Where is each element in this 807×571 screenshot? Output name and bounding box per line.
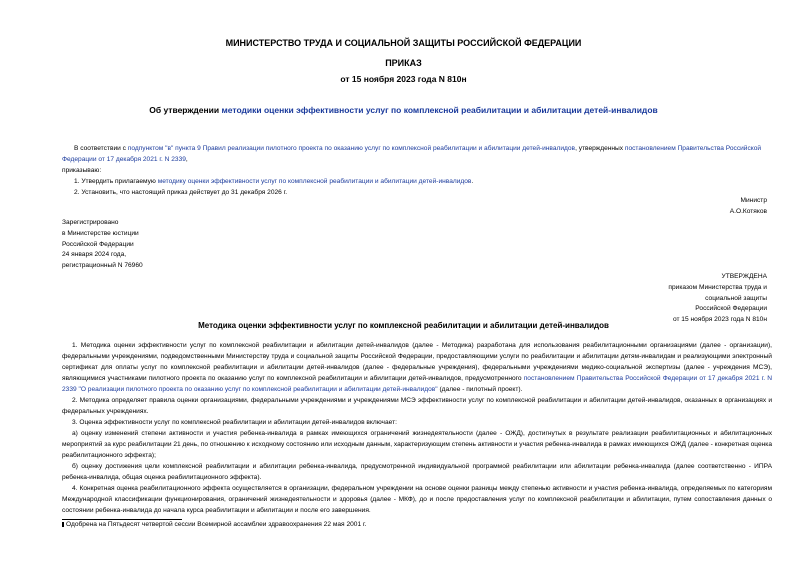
registration-line-4: 24 января 2024 года, xyxy=(62,251,127,259)
registration-line-5: регистрационный N 76960 xyxy=(62,262,143,270)
government-decree-link[interactable]: постановлением Правительства Российской Федерации от 17 декабря 2021 г. N 2339 xyxy=(62,145,762,163)
preamble-text-1: В соответствии с xyxy=(74,145,128,152)
item1-end: . xyxy=(471,178,474,185)
approval-line-1: УТВЕРЖДЕНА xyxy=(721,273,767,280)
footnote xyxy=(62,521,366,528)
signature-block xyxy=(730,195,767,217)
order-word: приказываю: xyxy=(62,167,102,174)
order-title xyxy=(0,105,807,115)
methodology-paragraph-2: 2. Методика определяет правила оценки организациями, федеральными учреждениями и учреждениями МСЭ эффективности услуг по комплексной реабилитации и абилитации детей-инвалидов, оказанных в организациях и федеральных учреждениях. xyxy=(62,397,772,415)
footnote-text: Одобрена на Пятьдесят четвертой сессии Всемирной ассамблеи здравоохранения 22 мая 2001 г. xyxy=(66,521,367,528)
footnote-divider xyxy=(62,519,182,520)
approval-line-3: социальной защиты xyxy=(705,294,767,302)
approval-line-5: от 15 ноября 2023 года N 810н xyxy=(672,316,767,324)
methodology-paragraph-4: 4. Конкретная оценка реабилитационного эффекта осуществляется в организации, федеральном учреждении на основе оценки разницы между степенью активности и участия ребенка-инвалида, определяемых по категориям Международной классификации функционирования, ограничений жизнедеятельности и здоровья (далее - МКФ), до и после предоставления услуг по комплексной реабилитации и абилитации, путем сопоставления данных о состоянии ребенка-инвалида до начала курса реабилитации и абилитации и после его завершения. xyxy=(62,485,772,514)
approval-block xyxy=(668,272,767,326)
methodology-paragraph-1 xyxy=(62,340,772,395)
registration-line-1: Зарегистрировано xyxy=(62,219,119,226)
approval-line-2: приказом Министерства труда и xyxy=(668,283,767,291)
order-item-1 xyxy=(62,176,774,187)
methodology-paragraph-3: 3. Оценка эффективности услуг по комплексной реабилитации и абилитации детей-инвалидов включает: xyxy=(72,419,397,426)
methodology-paragraph-3a: а) оценку изменений степени активности и участия ребенка-инвалида в рамках имеющихся ограничений жизнедеятельности (далее - ОЖД), достигнутых в результате реализации реабилитационных и абилитационных мероприятий за курс реабилитации 21 день, по отношению к исходному состоянию или исходным данным, характеризующим степень активности и участия ребенка-инвалида в рамках имеющихся ОЖД (далее - конкретная оценка реабилитационного эффекта); xyxy=(62,430,772,459)
registration-line-3: Российской Федерации xyxy=(62,240,134,248)
footnote-marker-icon xyxy=(62,522,64,527)
methodology-paragraph-3b: б) оценку достижения цели комплексной реабилитации и абилитации ребенка-инвалида, предусмотренной индивидуальной программой реабилитации или абилитации ребенка-инвалида (далее соответственно - ИПРА ребенка-инвалида, общая оценка реабилитационного эффекта). xyxy=(62,463,772,481)
p1-decree-link[interactable]: постановлением Правительства Российской Федерации от 17 декабря 2021 г. N 2339 "О реализации пилотного проекта по оказанию услуг по комплексной реабилитации и абилитации детей-инвалидов" xyxy=(62,375,772,393)
p1-text-a: 1. Методика оценки эффективности услуг по комплексной реабилитации и абилитации детей-инвалидов (далее - Методика) разработана для использования реабилитационными организациями (далее - организации), федеральными учреждениями, подведомственными Министерству труда и социальной защиты Российской Федерации, предоставляющими услуги по реабилитации и абилитации детям-инвалидам и реализующими электронный сертификат для оплаты услуг по комплексной реабилитации и абилитации детей-инвалидов (далее - федеральные учреждения), федеральными учреждениями медико-социальной экспертизы (далее - учреждения МСЭ), являющимися участниками пилотного проекта по оказанию услуг по комплексной реабилитации и абилитации детей-инвалидов, предусмотренного xyxy=(62,342,772,382)
pilot-rules-link[interactable]: Правил реализации пилотного проекта по оказанию услуг по комплексной реабилитации и абилитации детей-инвалидов xyxy=(202,145,576,152)
p1-text-b: (далее - пилотный проект). xyxy=(437,386,523,393)
preamble-paragraph xyxy=(62,143,774,165)
methodology-body xyxy=(62,340,772,516)
title-prefix: Об утверждении xyxy=(149,105,222,115)
preamble-text-3: , утвержденных xyxy=(575,145,625,152)
subparagraph-link[interactable]: подпунктом "в" пункта 9 xyxy=(127,145,201,152)
order-item-2: 2. Установить, что настоящий приказ действует до 31 декабря 2026 г. xyxy=(74,189,288,196)
item1-text: 1. Утвердить прилагаемую xyxy=(74,178,158,185)
signature-position: Министр xyxy=(740,197,767,204)
item1-methodology-link[interactable]: методику оценки эффективности услуг по комплексной реабилитации и абилитации детей-инвалидов xyxy=(157,178,472,185)
ministry-header: МИНИСТЕРСТВО ТРУДА И СОЦИАЛЬНОЙ ЗАЩИТЫ РОССИЙСКОЙ ФЕДЕРАЦИИ xyxy=(225,38,582,48)
registration-line-2: в Министерстве юстиции xyxy=(62,229,139,237)
approval-line-4: Российской Федерации xyxy=(695,305,767,313)
preamble-text-4: , xyxy=(185,156,188,163)
registration-block xyxy=(62,218,143,272)
methodology-title: Методика оценки эффективности услуг по комплексной реабилитации и абилитации детей-инвалидов xyxy=(198,321,609,330)
title-methodology-link[interactable]: методики оценки эффективности услуг по комплексной реабилитации и абилитации детей-инвалидов xyxy=(221,105,658,115)
document-type: ПРИКАЗ xyxy=(385,58,422,68)
signature-name: А.О.Котяков xyxy=(729,208,767,215)
order-date-number: от 15 ноября 2023 года N 810н xyxy=(340,74,467,84)
